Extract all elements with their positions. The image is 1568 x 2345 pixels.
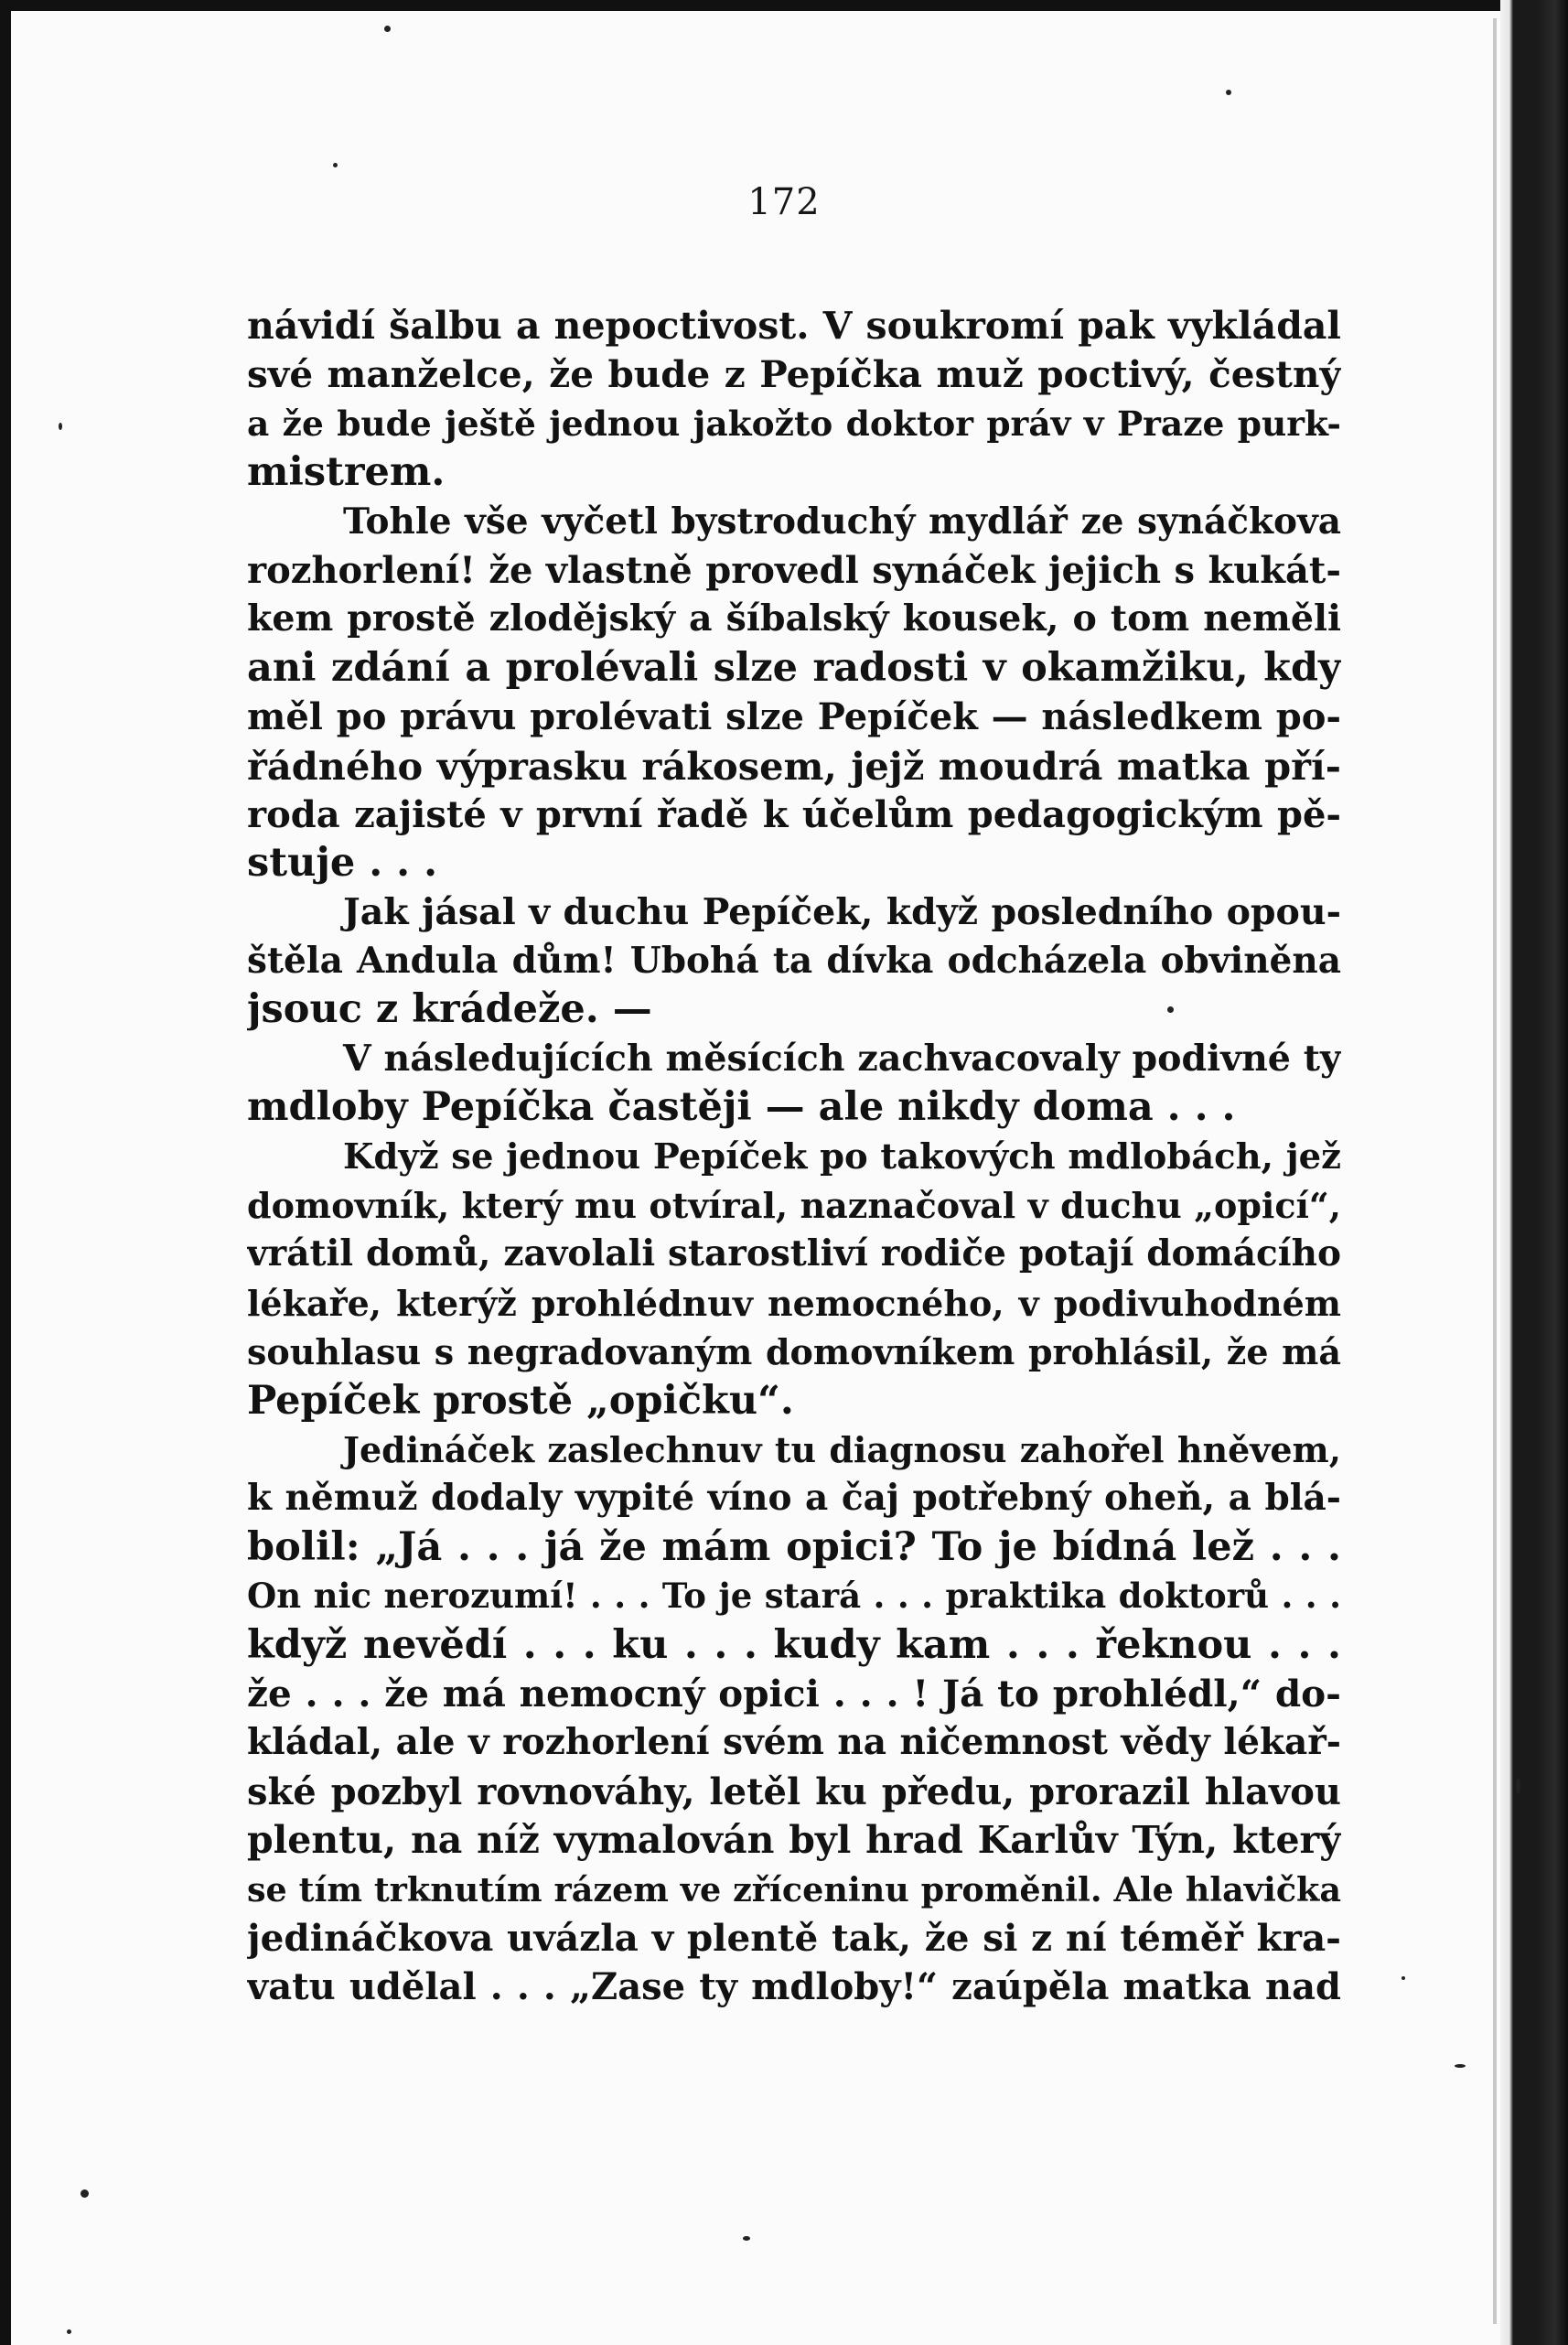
dust-speck (1516, 1778, 1520, 1794)
text-line: rozhorlení! že vlastně provedl synáček jejich s kukát- (247, 548, 1341, 592)
text-line: Jak jásal v duchu Pepíček, když posledního opou- (343, 890, 1341, 933)
page-number: 172 (747, 181, 821, 223)
text-line: roda zajisté v první řadě k účelům pedagogickým pě- (247, 792, 1341, 836)
dust-speck (384, 26, 391, 32)
text-line: plentu, na níž vymalován byl hrad Karlův Týn, který (247, 1818, 1341, 1863)
text-line: domovník, který mu otvíral, naznačoval v duchu „opicí“, (247, 1185, 1341, 1227)
text-line: že . . . že má nemocný opici . . . ! Já to prohlédl,“ do- (247, 1671, 1341, 1716)
scan-top-edge (0, 0, 1568, 11)
text-line: jsouc z krádeže. — (247, 986, 652, 1033)
text-line: mdloby Pepíčka častěji — ale nikdy doma . . . (247, 1084, 1236, 1131)
text-line: souhlasu s negradovaným domovníkem prohlásil, že má (247, 1331, 1341, 1373)
text-line: stuje . . . (247, 840, 438, 887)
text-line: se tím trknutím rázem ve zříceninu proměnil. Ale hlavička (247, 1869, 1341, 1909)
text-line: On nic nerozumí! . . . To je stará . . . praktika doktorů . . . (247, 1576, 1341, 1617)
text-line: mistrem. (247, 449, 446, 496)
text-line: kem prostě zlodějský a šíbalský kousek, o tom neměli (247, 597, 1341, 640)
text-line: ani zdání a prolévali slze radosti v okamžiku, kdy (247, 644, 1341, 691)
dust-speck (333, 163, 338, 167)
dust-speck (1455, 2064, 1466, 2068)
text-line: lékaře, kterýž prohlédnuv nemocného, v podivuhodném (247, 1282, 1341, 1324)
text-line: vatu udělal . . . „Zase ty mdloby!“ zaúpěla matka nad (247, 1965, 1341, 2009)
dust-speck (1226, 90, 1231, 95)
page-edge-shadow (1493, 18, 1497, 2324)
dust-speck (1402, 1976, 1405, 1980)
text-line: štěla Andula dům! Ubohá ta dívka odcházela obviněna (247, 940, 1341, 983)
body-text (247, 302, 1341, 2012)
text-line: kládal, ale v rozhorlení svém na ničemnost vědy lékař- (247, 1721, 1341, 1764)
text-line: Když se jednou Pepíček po takových mdlobách, jež (343, 1135, 1341, 1178)
text-line: a že bude ještě jednou jakožto doktor práv v Praze purk- (247, 403, 1341, 444)
text-line: návidí šalbu a nepoctivost. V soukromí pak vykládal (247, 304, 1341, 348)
text-line: když nevědí . . . ku . . . kudy kam . . . řeknou . . . (247, 1621, 1341, 1668)
dust-speck (59, 423, 62, 430)
text-line: Tohle vše vyčetl bystroduchý mydlář ze synáčkova (343, 500, 1341, 543)
dust-speck (743, 2236, 750, 2241)
text-line: jedináčkova uvázla v plentě tak, že si z ní téměř kra- (247, 1915, 1341, 1960)
text-line: V následujících měsících zachvacovaly podivné ty (343, 1037, 1341, 1080)
text-line: řádného výprasku rákosem, jejž moudrá matka pří- (247, 743, 1341, 789)
text-line: své manželce, že bude z Pepíčka muž poctivý, čestný (247, 352, 1341, 397)
text-line: Jedináček zaslechnuv tu diagnosu zahořel hněvem, (343, 1428, 1341, 1470)
text-line: bolil: „Já . . . já že mám opici? To je bídná lež . . . (247, 1523, 1341, 1570)
scan-left-edge (0, 0, 11, 2345)
book-binding-edge (1500, 0, 1568, 2345)
text-line: Pepíček prostě „opičku“. (247, 1377, 794, 1424)
text-line: ské pozbyl rovnováhy, letěl ku předu, prorazil hlavou (247, 1770, 1341, 1813)
text-line: vrátil domů, zavolali starostliví rodiče potají domácího (247, 1232, 1341, 1275)
text-line: měl po právu prolévati slze Pepíček — následkem po- (247, 695, 1341, 739)
dust-speck (81, 2189, 89, 2198)
dust-speck (67, 2329, 71, 2334)
text-line: k němuž dodaly vypité víno a čaj potřebný oheň, a blá- (247, 1477, 1341, 1520)
